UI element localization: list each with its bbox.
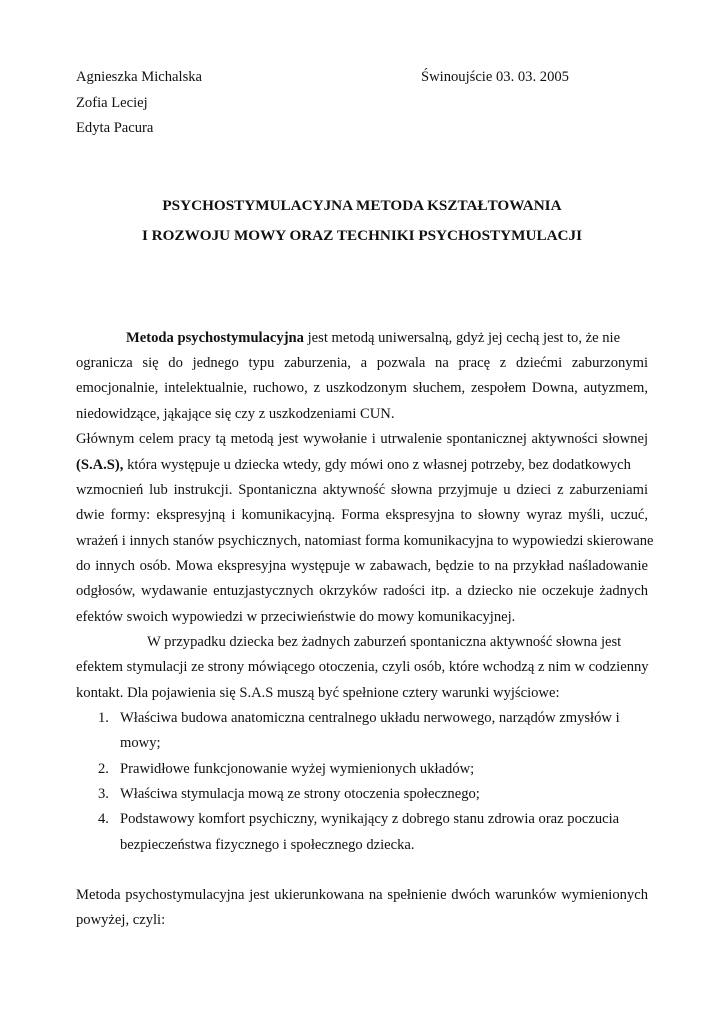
author-name: Agnieszka Michalska: [76, 69, 203, 85]
list-number: 2.: [98, 761, 109, 777]
list-number: 1.: [98, 710, 109, 726]
paragraph-line: dwie formy: ekspresyjną i komunikacyjną. Forma ekspresyjna to słowny wyraz myśli, uczuć,: [76, 507, 648, 523]
list-item: Prawidłowe funkcjonowanie wyżej wymienionych układów;: [120, 761, 475, 777]
paragraph-line: wzmocnień lub instrukcji. Spontaniczna aktywność słowna przyjmuje u dzieci z zaburzeniami: [76, 482, 648, 498]
bold-term: Metoda psychostymulacyjna: [126, 330, 304, 346]
paragraph-line: Metoda psychostymulacyjna jest metodą uniwersalną, gdyż jej cechą jest to, że nie: [126, 330, 621, 346]
list-number: 3.: [98, 786, 109, 802]
paragraph-line: do innych osób. Mowa ekspresyjna występuje w zabawach, będzie to na przykład naśladowanie: [76, 558, 648, 574]
list-item: Właściwa stymulacja mową ze strony otoczenia społecznego;: [120, 786, 480, 802]
list-item: mowy;: [120, 735, 161, 751]
paragraph-line: efektów swoich wypowiedzi w przeciwieństwie do mowy komunikacyjnej.: [76, 609, 516, 625]
author-name: Edyta Pacura: [76, 120, 154, 136]
paragraph-line: emocjonalnie, intelektualnie, ruchowo, z uszkodzonym słuchem, zespołem Downa, autyzmem,: [76, 380, 648, 396]
document-title-line-2: I ROZWOJU MOWY ORAZ TECHNIKI PSYCHOSTYMULACJI: [141, 227, 583, 244]
document-title-line-1: PSYCHOSTYMULACYJNA METODA KSZTAŁTOWANIA: [162, 197, 562, 214]
paragraph-line: powyżej, czyli:: [76, 912, 166, 928]
paragraph-line: efektem stymulacji ze strony mówiącego otoczenia, czyli osób, które wchodzą z nim w codzienny: [76, 659, 649, 675]
paragraph-line: Metoda psychostymulacyjna jest ukierunkowana na spełnienie dwóch warunków wymienionych: [76, 887, 648, 903]
paragraph-line: odgłosów, wydawanie entuzjastycznych okrzyków radości itp. a dziecko nie oczekuje żadnych: [76, 583, 648, 599]
paragraph-line: W przypadku dziecka bez żadnych zaburzeń spontaniczna aktywność słowna jest: [147, 634, 622, 650]
list-item: Właściwa budowa anatomiczna centralnego układu nerwowego, narządów zmysłów i: [120, 710, 620, 726]
bold-term: (S.A.S),: [76, 457, 124, 473]
paragraph-line: (S.A.S), która występuje u dziecka wtedy, gdy mówi ono z własnej potrzeby, bez dodatkowych: [76, 457, 631, 473]
paragraph-line: wrażeń i innych stanów psychicznych, natomiast forma komunikacyjna to wypowiedzi skierowane: [76, 533, 654, 549]
list-item: bezpieczeństwa fizycznego i społecznego dziecka.: [120, 837, 415, 853]
paragraph-line: niedowidzące, jąkające się czy z uszkodzeniami CUN.: [76, 406, 395, 422]
paragraph-line: kontakt. Dla pojawienia się S.A.S muszą być spełnione cztery warunki wyjściowe:: [76, 685, 560, 701]
author-name: Zofia Leciej: [76, 95, 148, 111]
place-date: Świnoujście 03. 03. 2005: [421, 69, 569, 85]
paragraph-line: Głównym celem pracy tą metodą jest wywołanie i utrwalenie spontanicznej aktywności słownej: [76, 431, 648, 447]
list-number: 4.: [98, 811, 109, 827]
list-item: Podstawowy komfort psychiczny, wynikający z dobrego stanu zdrowia oraz poczucia: [120, 811, 620, 827]
paragraph-line: ogranicza się do jednego typu zaburzenia, a pozwala na pracę z dziećmi zaburzonymi: [76, 355, 648, 371]
